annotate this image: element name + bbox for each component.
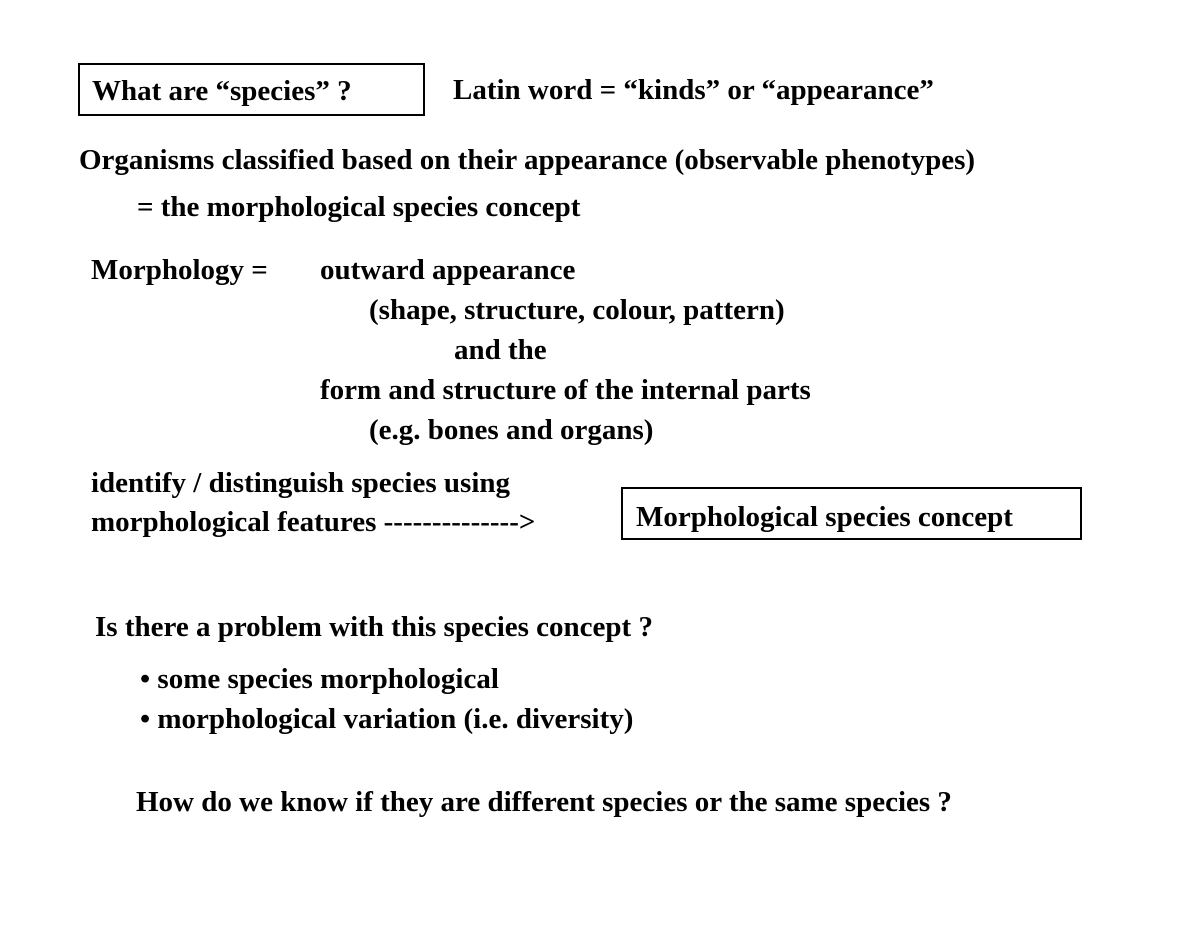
internal-parts-detail: (e.g. bones and organs) — [369, 414, 654, 446]
morphological-features-arrow: morphological features --------------> — [91, 506, 536, 538]
morphological-species-concept: Morphological species concept — [636, 501, 1013, 533]
species-question: What are “species” ? — [92, 75, 352, 107]
identify-line: identify / distinguish species using — [91, 467, 510, 499]
bullet-item: • morphological variation (i.e. diversity) — [140, 703, 634, 735]
outward-appearance: outward appearance — [320, 254, 576, 286]
classification-line: Organisms classified based on their appearance (observable phenotypes) — [79, 144, 976, 176]
closing-question: How do we know if they are different species or the same species ? — [136, 786, 952, 818]
species-question-box — [78, 63, 425, 116]
and-the-connector: and the — [454, 334, 547, 366]
outward-appearance-detail: (shape, structure, colour, pattern) — [369, 294, 785, 326]
bullet-item: • some species morphological — [140, 663, 499, 695]
problem-question: Is there a problem with this species concept ? — [95, 611, 653, 643]
morphology-label: Morphology = — [91, 254, 268, 286]
morphological-species-concept-box — [621, 487, 1082, 540]
morphological-concept-definition: = the morphological species concept — [137, 191, 581, 223]
internal-parts: form and structure of the internal parts — [320, 374, 811, 406]
latin-word-definition: Latin word = “kinds” or “appearance” — [453, 74, 934, 106]
